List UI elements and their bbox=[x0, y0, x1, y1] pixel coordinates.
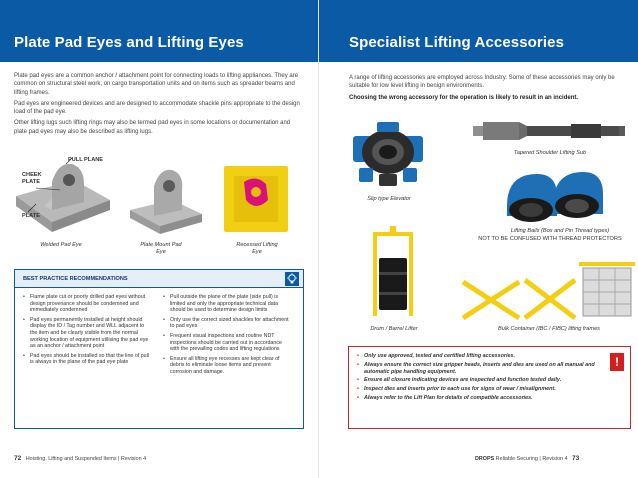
left-page-number: 72 bbox=[14, 455, 22, 462]
intro-paragraph: Plate pad eyes are a common anchor / attachment point for connecting loads to lifting appliances. They are common on structural steel work; on cargo transportation units and on items such as spreader beams and lifting frames. bbox=[14, 73, 299, 96]
best-practice-item: • Flame plate cut or poorly drilled pad eyes without design provenance should be condemned and immediately condemned bbox=[23, 294, 151, 314]
bulk-container-frames-image bbox=[459, 262, 635, 322]
right-page-title: Specialist Lifting Accessories bbox=[349, 34, 565, 51]
best-practice-item: • Only use the correct sized shackles for attachment to pad eyes bbox=[163, 317, 291, 330]
welded-pad-eye-image bbox=[14, 152, 112, 236]
intro-paragraph: Pad eyes are engineered devices and are designed to accommodate shackle pins appropriate to the design load of the pad eye. bbox=[14, 100, 300, 116]
best-practice-column-right bbox=[163, 294, 291, 379]
plate-label: PLATE bbox=[22, 213, 40, 219]
intro-paragraph: Other lifting lugs such lifting rings may also be termed pad eyes in some locations or documentation and plate pad eyes may also be described as lifting lugs. bbox=[14, 120, 291, 135]
right-warning-text: Choosing the wrong accessory for the operation is likely to result in an incident. bbox=[349, 94, 579, 101]
bulk-container-caption: Bulk Container (IBC / FIBC) lifting frames bbox=[498, 326, 600, 332]
right-page-number: 73 bbox=[572, 455, 580, 462]
right-header-bar bbox=[319, 0, 638, 62]
best-practice-item: • Pad eyes should be installed so that the line of pull is always in the plane of the pad eye plate bbox=[23, 353, 151, 366]
alert-item: • Only use approved, tested and certified lifting accessories. bbox=[357, 353, 607, 360]
best-practice-header bbox=[15, 270, 303, 288]
alert-item: • Inspect dies and inserts prior to each use for signs of wear / misalignment. bbox=[357, 386, 607, 393]
left-page-title: Plate Pad Eyes and Lifting Eyes bbox=[14, 34, 244, 51]
drum-lifter-caption: Drum / Barrel Lifter bbox=[370, 326, 418, 332]
lifting-bails-image bbox=[497, 166, 607, 224]
best-practice-heading: BEST PRACTICE RECOMMENDATIONS bbox=[23, 276, 128, 282]
best-practice-item: • Frequent visual inspections and routine NDT inspections should be carried out in accordance with the prevailing codes and lifting regulations bbox=[163, 333, 291, 353]
best-practice-box bbox=[14, 269, 304, 429]
shoulder-sub-caption: Tapered Shoulder Lifting Sub bbox=[513, 150, 587, 156]
lightbulb-icon bbox=[285, 272, 299, 286]
left-intro bbox=[14, 72, 304, 139]
drum-lifter-image bbox=[367, 226, 419, 318]
best-practice-column-left bbox=[23, 294, 151, 369]
left-header-bar bbox=[0, 0, 318, 62]
tapered-shoulder-sub-image bbox=[471, 118, 627, 142]
slip-elevator-caption: Slip type Elevator bbox=[367, 196, 411, 202]
recessed-lifting-eye-image bbox=[222, 164, 290, 234]
alert-item: • Ensure all closure indicating devices are inspected and function tested daily. bbox=[357, 377, 607, 384]
alert-box bbox=[348, 346, 631, 429]
lifting-bails-caption: Lifting Bails (Box and Pin Thread types) bbox=[510, 228, 610, 234]
right-page bbox=[319, 0, 638, 478]
pull-plane-label: PULL PLANE bbox=[68, 157, 104, 163]
footer-brand: DROPS bbox=[475, 456, 495, 462]
alert-item: • Always ensure the correct size gripper heads, inserts and dies are used on all manual and automatic pipe handling equipment. bbox=[357, 362, 607, 375]
right-footer bbox=[475, 455, 579, 462]
left-footer bbox=[14, 455, 146, 462]
plate-mount-pad-eye-image bbox=[126, 164, 206, 236]
right-intro-text: A range of lifting accessories are employed across Industry. Some of these accessories may only be suitable for low level lifting in benign environments. bbox=[349, 75, 615, 90]
right-footer-text: Reliable Securing | Revision 4 bbox=[495, 456, 568, 462]
cheek-plate-label: CHEEK PLATE bbox=[22, 172, 42, 185]
welded-pad-eye-caption: Welded Pad Eye bbox=[40, 242, 82, 248]
plate-mount-caption: Plate Mount Pad Eye bbox=[140, 242, 182, 255]
recessed-eye-caption: Recessed Lifting Eye bbox=[236, 242, 278, 255]
best-practice-item: • Pull outside the plane of the plate (side pull) is limited and only the appropriate technical data should be used to determine design limits bbox=[163, 294, 291, 314]
alert-item: • Always refer to the Lift Plan for details of compatible accessories. bbox=[357, 395, 607, 402]
not-confused-note: NOT TO BE CONFUSED WITH THREAD PROTECTORS bbox=[478, 236, 622, 242]
right-intro bbox=[349, 74, 631, 105]
best-practice-item: • Ensure all lifting eye recesses are kept clear of debris to eliminate loose items and prevent corrosion and damage. bbox=[163, 356, 291, 376]
left-footer-text: Hoisting, Lifting and Suspended Items | Revision 4 bbox=[25, 456, 147, 462]
best-practice-item: • Pad eyes permanently installed at height should display the ID / Tag number and WLL adjacent to the item and be clearly visible from the normal working location of equipment utilising the pad eye as an anchor / attachment point bbox=[23, 317, 151, 350]
exclamation-icon: ! bbox=[610, 353, 624, 371]
slip-elevator-image bbox=[349, 118, 427, 190]
